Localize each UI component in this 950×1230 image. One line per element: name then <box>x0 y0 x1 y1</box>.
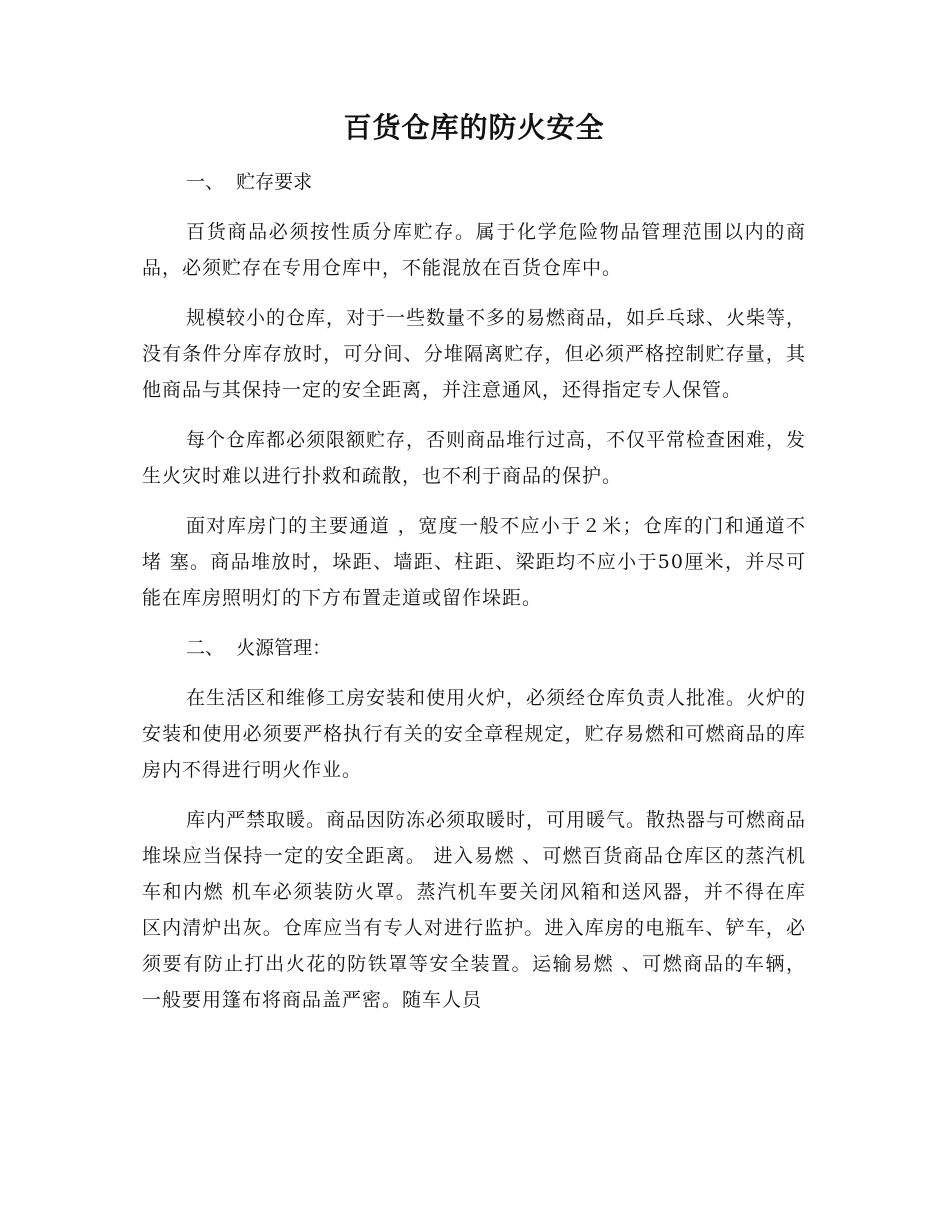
paragraph: 百货商品必须按性质分库贮存。属于化学危险物品管理范围以内的商品，必须贮存在专用仓库中，不能混放在百货仓库中。 <box>142 221 806 279</box>
paragraph: 每个仓库都必须限额贮存，否则商品堆行过高，不仅平常检查困难，发生火灾时难以进行扑救和疏散，也不利于商品的保护。 <box>142 429 807 487</box>
paragraph: 库内严禁取暖。商品因防冻必须取暖时，可用暖气。散热器与可燃商品堆垛应当保持一定的安全距离。 进入易燃 、可燃百货商品仓库区的蒸汽机车和内燃 机车必须装防火罩。蒸汽机车要关闭风箱和送风器，并不得在库区内清炉出灰。仓库应当有专人对进行监护。进入库房的电瓶车、铲车，必须要有防止打出火花的防铁罩等安全装置。运输易燃 、可燃商品的车辆，一般要用篷布将商品盖严密。随车人员 <box>142 809 807 1011</box>
document-title: 百货仓库的防火安全 <box>343 111 605 144</box>
paragraph: 在生活区和维修工房安装和使用火炉，必须经仓库负责人批准。火炉的安装和使用必须要严格执行有关的安全章程规定，贮存易燃和可燃商品的库房内不得进行明火作业。 <box>142 687 807 781</box>
section-heading-storage: 一、 贮存要求 <box>186 171 313 193</box>
document-page <box>142 108 806 1032</box>
paragraph: 面对库房门的主要通道 ，宽度一般不应小于２米；仓库的门和通道不堵 塞。商品堆放时，垛距、墙距、柱距、梁距均不应小于50厘米，并尽可能在库房照明灯的下方布置走道或留作垛距。 <box>142 515 806 609</box>
paragraph: 规模较小的仓库，对于一些数量不多的易燃商品，如乒乓球、火柴等，没有条件分库存放时，可分间、分堆隔离贮存，但必须严格控制贮存量，其他商品与其保持一定的安全距离，并注意通风，还得指定专人保管。 <box>142 307 807 401</box>
section-heading-fire-source: 二、 火源管理： <box>186 637 332 659</box>
